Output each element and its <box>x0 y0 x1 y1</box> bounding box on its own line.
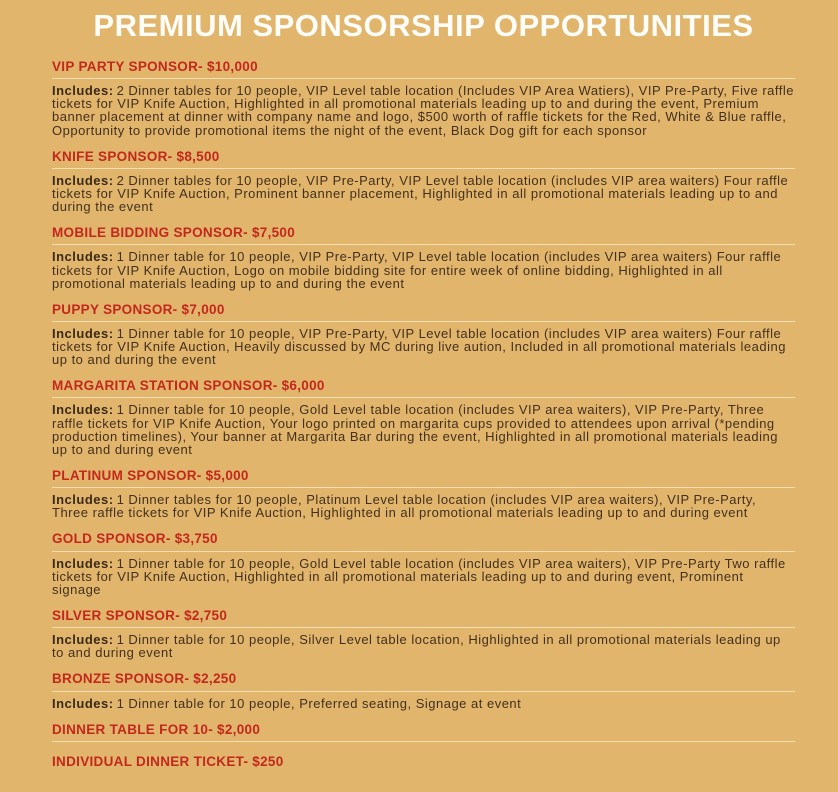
divider <box>52 627 795 628</box>
includes-label: Includes: <box>52 83 114 99</box>
tier-description <box>52 557 795 596</box>
tier-margarita-station <box>52 379 795 456</box>
divider <box>52 244 795 245</box>
tier-benefits: 1 Dinner tables for 10 people, Platinum Level table location (includes VIP area waiters), VIP Pre-Party, Three raffle tickets for VIP Knife Auction, Highlighted in all promotional materials leading up to and during event <box>52 492 757 521</box>
divider <box>52 78 795 79</box>
tier-platinum <box>52 469 795 519</box>
divider <box>52 168 795 169</box>
includes-label: Includes: <box>52 172 114 188</box>
tier-benefits: 2 Dinner tables for 10 people, VIP Level table location (Includes VIP Area Watiers), VIP Pre-Party, Five raffle tickets for VIP Knife Auction, Highlighted in all promotional materials leading up to and during the event, Premium banner placement at dinner with company name and logo, $500 worth of raffle tickets for the Red, White & Blue raffle, Opportunity to provide promotional items the night of the event, Black Dog gift for each sponsor <box>52 83 794 138</box>
tier-heading: VIP PARTY SPONSOR- $10,000 <box>52 59 258 74</box>
tier-individual-ticket <box>52 755 795 769</box>
tier-benefits: 1 Dinner table for 10 people, Gold Level table location (includes VIP area waiters), VIP Pre-Party, Three raffle tickets for VIP Knife Auction, Your logo printed on margarita cups provided to attendees upon arrival (*pending production timelines), Your banner at Margarita Bar during the event, Highlighted in all promotional materials leading up to and during event <box>52 402 778 457</box>
tier-description <box>52 250 795 289</box>
tier-vip-party <box>52 60 795 137</box>
includes-label: Includes: <box>52 492 114 508</box>
tier-benefits: 1 Dinner table for 10 people, Gold Level table location (includes VIP area waiters), VIP Pre-Party Two raffle tickets for VIP Knife Auction, Highlighted in all promotional materials leading up to and during event, Prominent signage <box>52 555 786 597</box>
tier-dinner-table <box>52 723 795 742</box>
tier-description <box>52 174 795 213</box>
divider <box>52 741 795 742</box>
tier-description <box>52 697 795 710</box>
tier-heading: DINNER TABLE FOR 10- $2,000 <box>52 721 261 737</box>
includes-label: Includes: <box>52 249 114 265</box>
divider <box>52 691 795 692</box>
tier-benefits: 1 Dinner table for 10 people, Silver Level table location, Highlighted in all promotional materials leading up to and during event <box>52 632 781 661</box>
tier-heading: PUPPY SPONSOR- $7,000 <box>52 301 225 317</box>
tier-description <box>52 327 795 366</box>
divider <box>52 487 795 488</box>
tier-mobile-bidding <box>52 226 795 290</box>
tier-description <box>52 84 795 137</box>
tier-heading: BRONZE SPONSOR- $2,250 <box>52 671 237 687</box>
tier-description <box>52 493 795 519</box>
tier-heading: GOLD SPONSOR- $3,750 <box>52 531 218 547</box>
tier-heading: SILVER SPONSOR- $2,750 <box>52 607 228 623</box>
tier-benefits: 1 Dinner table for 10 people, VIP Pre-Party, VIP Level table location (includes VIP area waiters) Four raffle tickets for VIP Knife Auction, Heavily discussed by MC during live aution, Included in all promotional materials leading up to and during the event <box>52 325 786 368</box>
includes-label: Includes: <box>52 402 114 418</box>
page-title: PREMIUM SPONSORSHIP OPPORTUNITIES <box>93 8 754 43</box>
divider <box>52 397 795 398</box>
tier-heading: MOBILE BIDDING SPONSOR- $7,500 <box>52 225 296 241</box>
tier-benefits: 1 Dinner table for 10 people, Preferred seating, Signage at event <box>116 695 522 711</box>
includes-label: Includes: <box>52 695 114 711</box>
tier-description <box>52 403 795 456</box>
tier-gold <box>52 532 795 596</box>
tier-bronze <box>52 672 795 709</box>
tier-description <box>52 633 795 659</box>
includes-label: Includes: <box>52 555 114 571</box>
tier-knife <box>52 150 795 214</box>
tier-benefits: 1 Dinner table for 10 people, VIP Pre-Party, VIP Level table location (includes VIP area waiters) Four raffle tickets for VIP Knife Auction, Logo on mobile bidding site for entire week of online bidding, Highlighted in all promotional materials leading up to and during the event <box>52 249 782 291</box>
tier-heading: MARGARITA STATION SPONSOR- $6,000 <box>52 378 325 394</box>
includes-label: Includes: <box>52 325 114 341</box>
includes-label: Includes: <box>52 632 114 648</box>
divider <box>52 551 795 552</box>
tier-heading: KNIFE SPONSOR- $8,500 <box>52 148 220 164</box>
tier-heading: PLATINUM SPONSOR- $5,000 <box>52 467 249 483</box>
tier-puppy <box>52 303 795 367</box>
divider <box>52 321 795 322</box>
tier-silver <box>52 609 795 659</box>
tier-heading: INDIVIDUAL DINNER TICKET- $250 <box>52 753 284 769</box>
tier-benefits: 2 Dinner tables for 10 people, VIP Pre-Party, VIP Level table location (includes VIP area waiters) Four raffle tickets for VIP Knife Auction, Prominent banner placement, Highlighted in all promotional materials leading up to and during the event <box>52 172 789 215</box>
